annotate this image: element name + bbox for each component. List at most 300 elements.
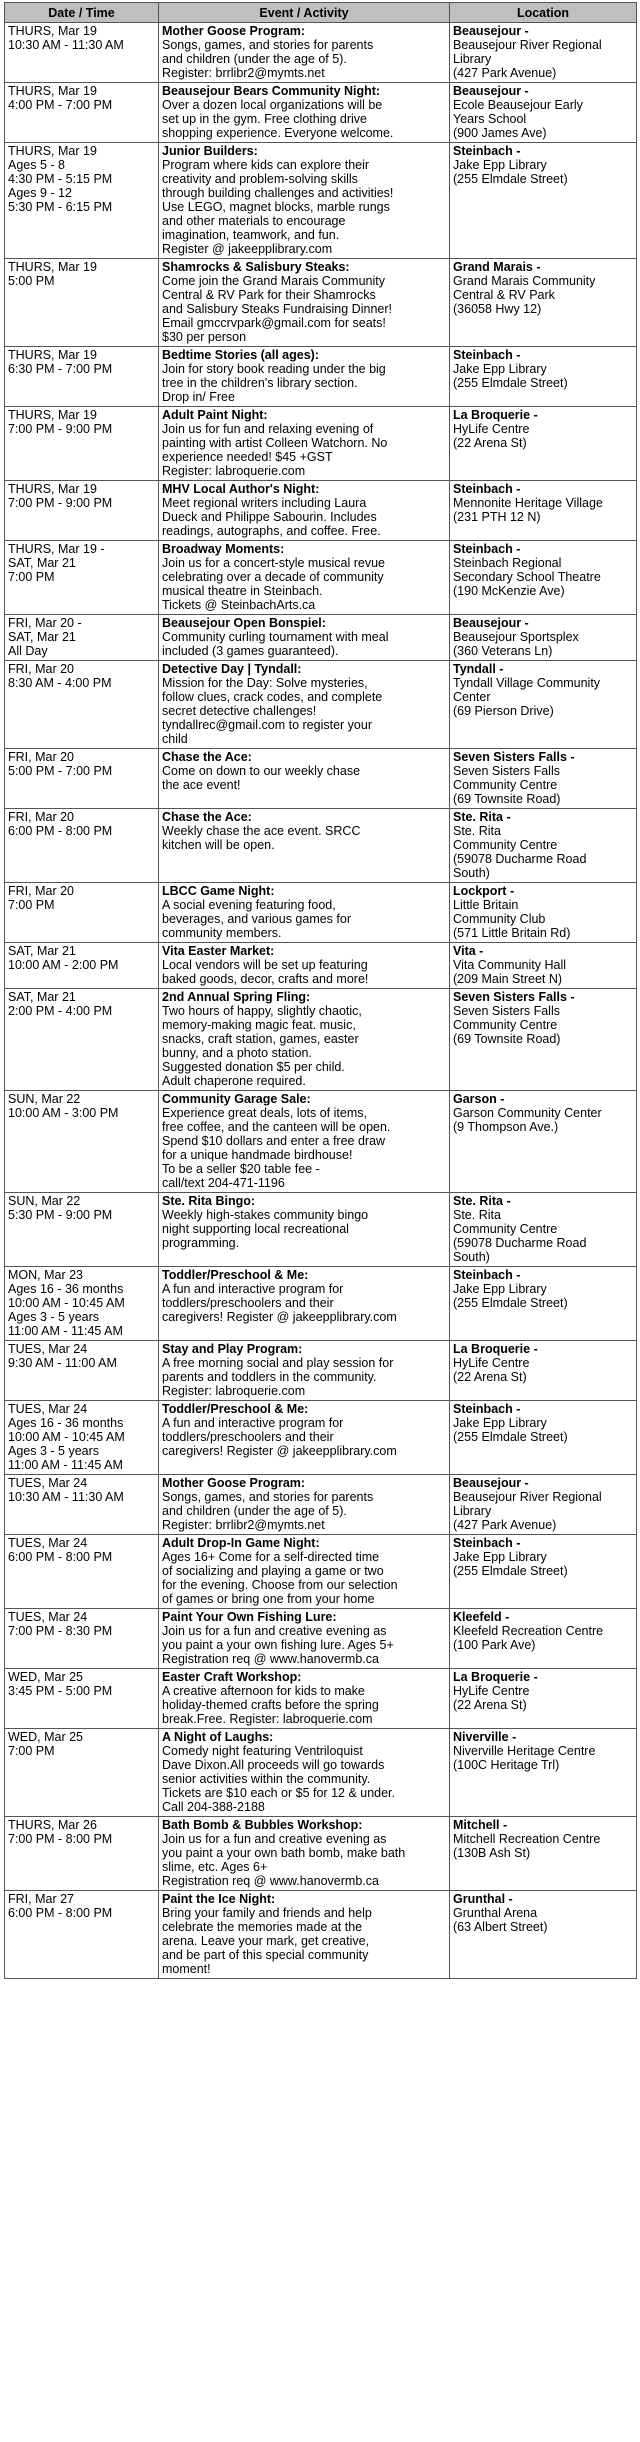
location-town: Steinbach - [453,1536,521,1550]
event-title: Beausejour Open Bonspiel: [162,616,326,630]
location-line: (190 McKenzie Ave) [453,584,565,598]
table-row [5,1401,637,1475]
location-town: Ste. Rita - [453,1194,511,1208]
location-line: (255 Elmdale Street) [453,376,568,390]
event-description-line: Call 204-388-2188 [162,1800,265,1814]
event-description-line: and Salisbury Steaks Fundraising Dinner! [162,302,392,316]
event-cell [159,883,450,943]
location-line: Years School [453,112,527,126]
location-line: Center [453,690,491,704]
date-time-line: 5:30 PM - 6:15 PM [8,200,113,214]
date-time-cell [5,1091,159,1193]
table-row [5,83,637,143]
event-description-line: free coffee, and the canteen will be open. [162,1120,391,1134]
date-time-line: 10:00 AM - 10:45 AM [8,1430,125,1444]
location-line: (100 Park Ave) [453,1638,536,1652]
location-line: (59078 Ducharme Road [453,1236,587,1250]
date-time-line: Ages 3 - 5 years [8,1310,100,1324]
date-time-line: TUES, Mar 24 [8,1476,88,1490]
event-description-line: kitchen will be open. [162,838,275,852]
event-description-line: Tickets @ SteinbachArts.ca [162,598,316,612]
event-description-line: Tickets are $10 each or $5 for 12 & under. [162,1786,396,1800]
event-description-line: for a unique handmade birdhouse! [162,1148,353,1162]
location-line: Community Centre [453,838,558,852]
location-line: Vita Community Hall [453,958,567,972]
table-row [5,259,637,347]
event-description-line: child [162,732,188,746]
event-cell [159,943,450,989]
table-row [5,1193,637,1267]
location-town: Steinbach - [453,482,521,496]
event-description-line: memory-making magic feat. music, [162,1018,356,1032]
date-time-cell [5,1341,159,1401]
event-description-line: follow clues, crack codes, and complete [162,690,383,704]
event-cell [159,83,450,143]
location-line: (22 Arena St) [453,1370,527,1384]
location-line: HyLife Centre [453,1684,530,1698]
event-description-line: Mission for the Day: Solve mysteries, [162,676,368,690]
location-line: Central & RV Park [453,288,555,302]
date-time-line: THURS, Mar 19 [8,348,97,362]
event-cell [159,347,450,407]
location-cell [450,1669,637,1729]
event-description-line: baked goods, decor, crafts and more! [162,972,369,986]
location-line: (255 Elmdale Street) [453,1564,568,1578]
date-time-cell [5,615,159,661]
location-cell [450,1341,637,1401]
location-line: (63 Albert Street) [453,1920,548,1934]
event-description-line: you paint a your own fishing lure. Ages 5+ [162,1638,394,1652]
event-cell [159,1341,450,1401]
event-description-line: night supporting local recreational [162,1222,349,1236]
event-cell [159,1475,450,1535]
date-time-line: TUES, Mar 24 [8,1342,88,1356]
event-description-line: A free morning social and play session for [162,1356,394,1370]
table-row [5,1891,637,1979]
location-cell [450,1091,637,1193]
date-time-line: 7:00 PM - 9:00 PM [8,422,113,436]
table-row [5,1475,637,1535]
event-description-line: for the evening. Choose from our selection [162,1578,398,1592]
date-time-line: 2:00 PM - 4:00 PM [8,1004,113,1018]
header-date: Date / Time [5,3,159,23]
event-cell [159,541,450,615]
event-description-line: Comedy night featuring Ventriloquist [162,1744,363,1758]
event-description-line: musical theatre in Steinbach. [162,584,323,598]
event-title: LBCC Game Night: [162,884,275,898]
event-description-line: Spend $10 dollars and enter a free draw [162,1134,386,1148]
date-time-line: FRI, Mar 27 [8,1892,74,1906]
location-town: Seven Sisters Falls - [453,990,575,1004]
event-description-line: arena. Leave your mark, get creative, [162,1934,370,1948]
event-description-line: Dueck and Philippe Sabourin. Includes [162,510,377,524]
table-row [5,989,637,1091]
table-row [5,1341,637,1401]
date-time-line: SUN, Mar 22 [8,1092,81,1106]
event-description-line: Weekly high-stakes community bingo [162,1208,369,1222]
event-description-line: beverages, and various games for [162,912,351,926]
table-row [5,1535,637,1609]
date-time-line: THURS, Mar 19 [8,84,97,98]
location-cell [450,143,637,259]
location-line: Community Club [453,912,546,926]
date-time-line: 3:45 PM - 5:00 PM [8,1684,113,1698]
event-description-line: Central & RV Park for their Shamrocks [162,288,376,302]
event-description-line: Registration req @ www.hanovermb.ca [162,1874,379,1888]
location-line: Seven Sisters Falls [453,1004,560,1018]
location-cell [450,749,637,809]
event-description-line: programming. [162,1236,240,1250]
date-time-line: 5:00 PM [8,274,55,288]
event-description-line: Register: brrlibr2@mymts.net [162,66,325,80]
date-time-line: 7:00 PM - 8:00 PM [8,1832,113,1846]
table-row [5,615,637,661]
event-description-line: moment! [162,1962,211,1976]
date-time-line: Ages 16 - 36 months [8,1282,124,1296]
location-town: Ste. Rita - [453,810,511,824]
event-cell [159,1817,450,1891]
date-time-line: FRI, Mar 20 [8,662,74,676]
location-cell [450,661,637,749]
event-description-line: community members. [162,926,282,940]
event-title: Vita Easter Market: [162,944,275,958]
date-time-line: FRI, Mar 20 - [8,616,82,630]
event-description-line: Drop in/ Free [162,390,235,404]
date-time-line: SAT, Mar 21 [8,990,76,1004]
location-line: (571 Little Britain Rd) [453,926,571,940]
event-description-line: Join us for a fun and creative evening as [162,1624,387,1638]
date-time-line: 7:00 PM - 8:30 PM [8,1624,113,1638]
date-time-line: 7:00 PM [8,898,55,912]
event-title: Broadway Moments: [162,542,285,556]
location-cell [450,481,637,541]
event-description-line: Join us for a fun and creative evening as [162,1832,387,1846]
date-time-cell [5,1729,159,1817]
location-town: Beausejour - [453,1476,529,1490]
event-description-line: Join for story book reading under the big [162,362,386,376]
date-time-line: Ages 16 - 36 months [8,1416,124,1430]
location-line: (209 Main Street N) [453,972,563,986]
event-description-line: Weekly chase the ace event. SRCC [162,824,361,838]
event-description-line: painting with artist Colleen Watchorn. No [162,436,388,450]
location-line: (255 Elmdale Street) [453,172,568,186]
location-cell [450,83,637,143]
date-time-cell [5,1401,159,1475]
location-line: Beausejour River Regional [453,38,602,52]
event-title: Paint the Ice Night: [162,1892,276,1906]
event-description-line: celebrating over a decade of community [162,570,384,584]
location-line: (22 Arena St) [453,1698,527,1712]
event-title: Chase the Ace: [162,750,252,764]
event-description-line: and children (under the age of 5). [162,52,347,66]
table-row [5,347,637,407]
event-cell [159,809,450,883]
event-description-line: readings, autographs, and coffee. Free. [162,524,381,538]
event-description-line: Register: labroquerie.com [162,464,306,478]
event-description-line: Songs, games, and stories for parents [162,38,374,52]
event-description-line: of games or bring one from your home [162,1592,375,1606]
table-row [5,943,637,989]
event-description-line: toddlers/preschoolers and their [162,1430,334,1444]
date-time-cell [5,1475,159,1535]
date-time-line: 4:00 PM - 7:00 PM [8,98,113,112]
event-description-line: caregivers! Register @ jakeepplibrary.com [162,1444,397,1458]
location-line: Secondary School Theatre [453,570,601,584]
event-title: Toddler/Preschool & Me: [162,1268,309,1282]
location-line: (360 Veterans Ln) [453,644,553,658]
event-cell [159,1193,450,1267]
date-time-line: MON, Mar 23 [8,1268,84,1282]
date-time-cell [5,989,159,1091]
location-line: Kleefeld Recreation Centre [453,1624,604,1638]
event-title: Toddler/Preschool & Me: [162,1402,309,1416]
event-title: Adult Paint Night: [162,408,268,422]
date-time-line: 5:00 PM - 7:00 PM [8,764,113,778]
event-cell [159,1729,450,1817]
location-town: Tyndall - [453,662,504,676]
date-time-cell [5,1669,159,1729]
event-cell [159,407,450,481]
date-time-cell [5,1891,159,1979]
event-cell [159,259,450,347]
event-cell [159,23,450,83]
date-time-line: SUN, Mar 22 [8,1194,81,1208]
table-row [5,481,637,541]
event-description-line: Join us for fun and relaxing evening of [162,422,374,436]
date-time-line: 4:30 PM - 5:15 PM [8,172,113,186]
event-description-line: Use LEGO, magnet blocks, marble rungs [162,200,390,214]
location-line: South) [453,1250,490,1264]
event-description-line: slime, etc. Ages 6+ [162,1860,268,1874]
event-description-line: Adult chaperone required. [162,1074,306,1088]
location-town: Beausejour - [453,24,529,38]
date-time-line: 7:00 PM [8,570,55,584]
location-cell [450,347,637,407]
event-description-line: set up in the gym. Free clothing drive [162,112,367,126]
date-time-line: THURS, Mar 19 [8,24,97,38]
date-time-line: 10:00 AM - 2:00 PM [8,958,119,972]
date-time-cell [5,1609,159,1669]
event-description-line: caregivers! Register @ jakeepplibrary.com [162,1310,397,1324]
date-time-line: 5:30 PM - 9:00 PM [8,1208,113,1222]
event-description-line: holiday-themed crafts before the spring [162,1698,379,1712]
event-description-line: A fun and interactive program for [162,1416,344,1430]
event-description-line: snacks, craft station, games, easter [162,1032,359,1046]
event-title: MHV Local Author's Night: [162,482,320,496]
event-description-line: Come on down to our weekly chase [162,764,361,778]
date-time-cell [5,83,159,143]
event-description-line: Ages 16+ Come for a self-directed time [162,1550,380,1564]
date-time-cell [5,661,159,749]
date-time-line: THURS, Mar 19 [8,144,97,158]
date-time-cell [5,1193,159,1267]
date-time-line: Ages 3 - 5 years [8,1444,100,1458]
location-line: (130B Ash St) [453,1846,531,1860]
location-line: Beausejour River Regional [453,1490,602,1504]
date-time-cell [5,749,159,809]
location-cell [450,615,637,661]
event-description-line: Experience great deals, lots of items, [162,1106,367,1120]
event-title: Shamrocks & Salisbury Steaks: [162,260,350,274]
date-time-line: 6:00 PM - 8:00 PM [8,1906,113,1920]
table-row [5,1669,637,1729]
location-line: (59078 Ducharme Road [453,852,587,866]
event-description-line: call/text 204-471-1196 [162,1176,285,1190]
date-time-cell [5,481,159,541]
events-table [4,2,637,1979]
date-time-line: Ages 5 - 8 [8,158,65,172]
event-description-line: imagination, teamwork, and fun. [162,228,340,242]
location-line: Seven Sisters Falls [453,764,560,778]
location-cell [450,883,637,943]
event-description-line: Over a dozen local organizations will be [162,98,383,112]
location-cell [450,1817,637,1891]
date-time-line: 7:00 PM [8,1744,55,1758]
event-cell [159,1891,450,1979]
event-title: Stay and Play Program: [162,1342,303,1356]
date-time-line: WED, Mar 25 [8,1730,84,1744]
date-time-line: 10:30 AM - 11:30 AM [8,1490,124,1504]
event-description-line: creativity and problem-solving skills [162,172,358,186]
event-description-line: of socializing and playing a game or two [162,1564,384,1578]
table-row [5,661,637,749]
date-time-cell [5,541,159,615]
event-title: Community Garage Sale: [162,1092,311,1106]
location-line: (36058 Hwy 12) [453,302,542,316]
location-line: Library [453,1504,492,1518]
location-town: La Broquerie - [453,1670,538,1684]
date-time-cell [5,259,159,347]
location-town: Seven Sisters Falls - [453,750,575,764]
event-title: A Night of Laughs: [162,1730,274,1744]
date-time-line: 9:30 AM - 11:00 AM [8,1356,117,1370]
date-time-cell [5,407,159,481]
event-title: Ste. Rita Bingo: [162,1194,256,1208]
date-time-line: 11:00 AM - 11:45 AM [8,1324,123,1338]
date-time-cell [5,1535,159,1609]
event-description-line: toddlers/preschoolers and their [162,1296,334,1310]
table-row [5,1729,637,1817]
location-line: Jake Epp Library [453,1550,547,1564]
event-description-line: Come join the Grand Marais Community [162,274,385,288]
location-line: (427 Park Avenue) [453,66,557,80]
location-town: La Broquerie - [453,408,538,422]
header-location: Location [450,3,637,23]
location-line: Garson Community Center [453,1106,602,1120]
table-row [5,1817,637,1891]
event-cell [159,749,450,809]
event-cell [159,481,450,541]
location-line: (900 James Ave) [453,126,547,140]
event-cell [159,1669,450,1729]
location-town: Grand Marais - [453,260,541,274]
location-line: Community Centre [453,1018,558,1032]
event-description-line: Register: labroquerie.com [162,1384,306,1398]
event-description-line: Registration req @ www.hanovermb.ca [162,1652,379,1666]
table-row [5,1091,637,1193]
event-cell [159,1401,450,1475]
event-description-line: Bring your family and friends and help [162,1906,372,1920]
date-time-line: 6:30 PM - 7:00 PM [8,362,113,376]
event-title: Adult Drop-In Game Night: [162,1536,320,1550]
event-description-line: $30 per person [162,330,247,344]
date-time-cell [5,1817,159,1891]
event-description-line: Suggested donation $5 per child. [162,1060,345,1074]
location-line: Jake Epp Library [453,1282,547,1296]
location-town: Steinbach - [453,542,521,556]
date-time-line: All Day [8,644,48,658]
location-cell [450,1891,637,1979]
location-cell [450,1401,637,1475]
table-row [5,143,637,259]
event-description-line: the ace event! [162,778,241,792]
date-time-line: FRI, Mar 20 [8,884,74,898]
location-town: Grunthal - [453,1892,513,1906]
date-time-line: FRI, Mar 20 [8,750,74,764]
event-description-line: celebrate the memories made at the [162,1920,363,1934]
location-line: Ste. Rita [453,1208,501,1222]
event-description-line: tyndallrec@gmail.com to register your [162,718,372,732]
event-cell [159,1267,450,1341]
event-title: 2nd Annual Spring Fling: [162,990,311,1004]
date-time-line: WED, Mar 25 [8,1670,84,1684]
event-description-line: Program where kids can explore their [162,158,370,172]
location-line: Grand Marais Community [453,274,596,288]
location-town: Steinbach - [453,1268,521,1282]
location-line: (231 PTH 12 N) [453,510,541,524]
date-time-line: THURS, Mar 19 [8,482,97,496]
date-time-line: THURS, Mar 26 [8,1818,97,1832]
location-cell [450,1193,637,1267]
event-description-line: A creative afternoon for kids to make [162,1684,365,1698]
date-time-line: 7:00 PM - 9:00 PM [8,496,113,510]
date-time-line: 10:00 AM - 10:45 AM [8,1296,125,1310]
location-line: (255 Elmdale Street) [453,1296,568,1310]
table-row [5,749,637,809]
location-cell [450,943,637,989]
location-cell [450,23,637,83]
table-row [5,809,637,883]
date-time-cell [5,23,159,83]
event-description-line: shopping experience. Everyone welcome. [162,126,394,140]
location-line: Jake Epp Library [453,1416,547,1430]
location-line: (9 Thompson Ave.) [453,1120,559,1134]
date-time-line: TUES, Mar 24 [8,1610,88,1624]
date-time-line: 6:00 PM - 8:00 PM [8,824,113,838]
event-cell [159,143,450,259]
location-cell [450,989,637,1091]
event-description-line: Songs, games, and stories for parents [162,1490,374,1504]
event-title: Paint Your Own Fishing Lure: [162,1610,337,1624]
location-cell [450,259,637,347]
event-description-line: break.Free. Register: labroquerie.com [162,1712,373,1726]
location-cell [450,407,637,481]
event-description-line: Meet regional writers including Laura [162,496,367,510]
date-time-line: THURS, Mar 19 [8,408,97,422]
date-time-line: 8:30 AM - 4:00 PM [8,676,112,690]
event-title: Detective Day | Tyndall: [162,662,302,676]
location-line: Community Centre [453,778,558,792]
event-title: Easter Craft Workshop: [162,1670,302,1684]
location-line: Jake Epp Library [453,158,547,172]
event-title: Junior Builders: [162,144,258,158]
location-line: (69 Townsite Road) [453,1032,561,1046]
table-row [5,23,637,83]
location-town: Lockport - [453,884,515,898]
date-time-line: FRI, Mar 20 [8,810,74,824]
event-description-line: secret detective challenges! [162,704,317,718]
date-time-cell [5,809,159,883]
